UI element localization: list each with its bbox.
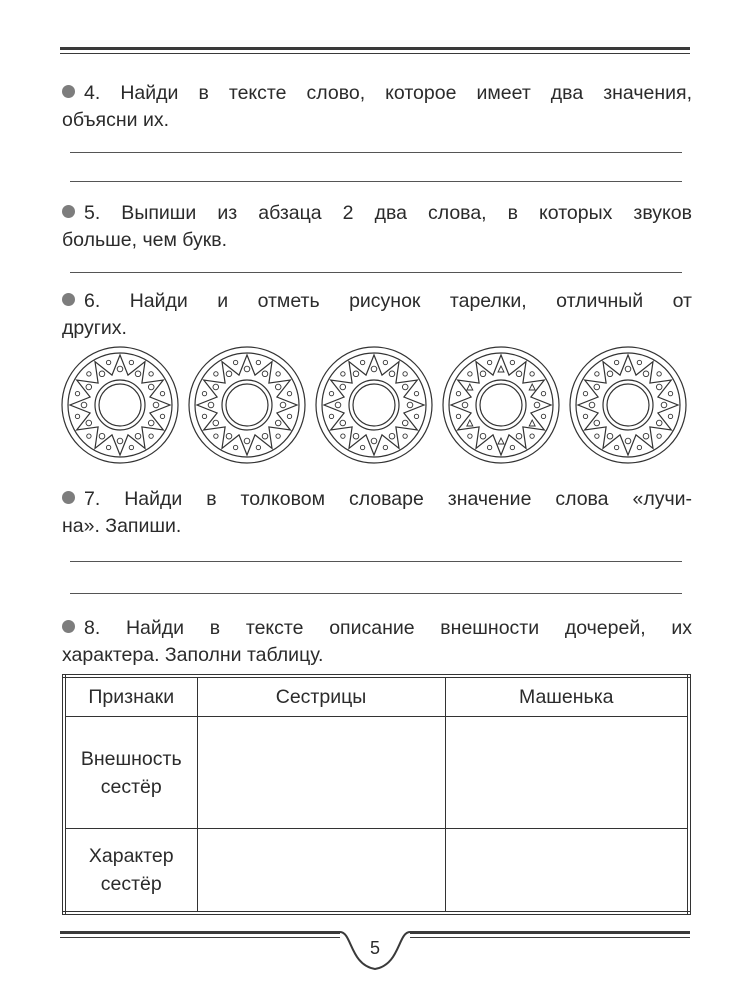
table-cell-mashenka-appearance[interactable] bbox=[445, 717, 689, 829]
answer-line[interactable] bbox=[70, 272, 682, 273]
page-number-tab bbox=[330, 920, 420, 980]
task-7-text-1: 7. Найди в толковом словаре значение слова «лучи- bbox=[84, 488, 692, 510]
task-5 bbox=[62, 200, 692, 254]
task-5-text-2: больше, чем букв. bbox=[62, 229, 228, 251]
bullet-icon bbox=[62, 205, 75, 218]
plate-3[interactable] bbox=[314, 345, 434, 465]
task-6-text-1: 6. Найди и отметь рисунок тарелки, отличный от bbox=[84, 290, 692, 312]
task-8 bbox=[62, 615, 692, 669]
row-label-line: сестёр bbox=[100, 872, 162, 895]
table-header-traits: Признаки bbox=[64, 676, 197, 717]
answer-line[interactable] bbox=[70, 593, 682, 594]
task-7 bbox=[62, 486, 692, 540]
task-6-text-2: других. bbox=[62, 317, 127, 339]
bullet-icon bbox=[62, 85, 75, 98]
bullet-icon bbox=[62, 293, 75, 306]
bullet-icon bbox=[62, 491, 75, 504]
table-header-mashenka: Машенька bbox=[445, 676, 689, 717]
task-7-text-2: на». Запиши. bbox=[62, 515, 182, 537]
table-row-label bbox=[64, 829, 197, 913]
task-5-text-1: 5. Выпиши из абзаца 2 два слова, в которых звуков bbox=[84, 202, 692, 224]
table-cell-mashenka-character[interactable] bbox=[445, 829, 689, 913]
task-8-text-2: характера. Заполни таблицу. bbox=[62, 644, 324, 666]
task-4-text-1: 4. Найди в тексте слово, которое имеет два значения, bbox=[84, 82, 692, 104]
plate-4-different[interactable] bbox=[441, 345, 561, 465]
answer-line[interactable] bbox=[70, 561, 682, 562]
answer-line[interactable] bbox=[70, 181, 682, 182]
table-row-label bbox=[64, 717, 197, 829]
row-label-line: сестёр bbox=[100, 775, 162, 798]
task-4 bbox=[62, 80, 692, 134]
plate-5[interactable] bbox=[568, 345, 688, 465]
traits-table bbox=[62, 674, 691, 915]
task-8-text-1: 8. Найди в тексте описание внешности дочерей, их bbox=[84, 617, 692, 639]
plate-1[interactable] bbox=[60, 345, 180, 465]
task-4-text-2: объясни их. bbox=[62, 109, 170, 131]
plate-2[interactable] bbox=[187, 345, 307, 465]
table-cell-sisters-appearance[interactable] bbox=[197, 717, 445, 829]
task-6 bbox=[62, 288, 692, 342]
page-number: 5 bbox=[369, 938, 380, 958]
table-cell-sisters-character[interactable] bbox=[197, 829, 445, 913]
answer-line[interactable] bbox=[70, 152, 682, 153]
bullet-icon bbox=[62, 620, 75, 633]
table-header-sisters: Сестрицы bbox=[197, 676, 445, 717]
row-label-line: Внешность bbox=[80, 747, 182, 770]
plates-row bbox=[60, 345, 690, 465]
row-label-line: Характер bbox=[88, 844, 174, 867]
